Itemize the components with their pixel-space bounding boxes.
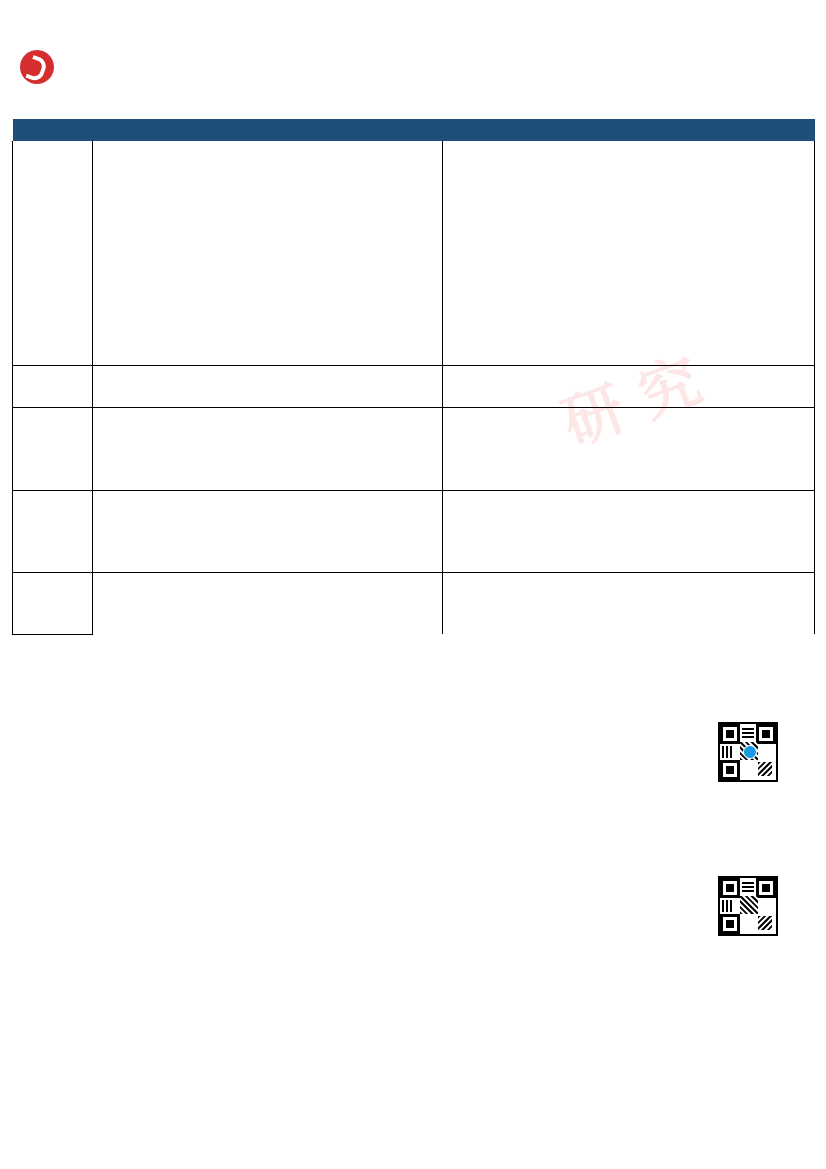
change-value — [377, 243, 443, 263]
category-label — [13, 573, 93, 635]
report-header — [0, 0, 826, 118]
change-value-2 — [743, 325, 815, 345]
indicator-name-2 — [443, 304, 635, 324]
change-value-2 — [743, 387, 815, 408]
indicator-name — [93, 387, 305, 408]
table-row — [13, 552, 815, 573]
indicator-name — [93, 408, 305, 429]
indicator-name — [93, 614, 305, 634]
table-row — [13, 614, 815, 634]
indicator-name-2 — [443, 284, 635, 304]
table-row — [13, 284, 815, 304]
latest-value — [305, 284, 377, 304]
indicator-name-2 — [443, 408, 635, 429]
change-value — [377, 202, 443, 222]
change-value — [377, 614, 443, 634]
change-value-2 — [743, 594, 815, 614]
change-value — [377, 408, 443, 429]
change-value — [377, 345, 443, 366]
indicator-name — [93, 573, 305, 594]
change-value — [377, 182, 443, 202]
change-value-2 — [743, 304, 815, 324]
latest-value-2 — [635, 202, 743, 222]
indicator-name — [93, 366, 305, 387]
indicator-name-2 — [443, 469, 635, 490]
indicator-name-2 — [443, 182, 635, 202]
change-value-2 — [743, 141, 815, 161]
indicator-name — [93, 428, 305, 448]
latest-value-2 — [635, 243, 743, 263]
change-value-2 — [743, 345, 815, 366]
indicator-name — [93, 243, 305, 263]
table-row — [13, 490, 815, 511]
indicator-name — [93, 182, 305, 202]
indicator-name-2 — [443, 531, 635, 551]
indicator-name-2 — [443, 614, 635, 634]
col-header-indicator — [93, 119, 305, 141]
table-row — [13, 408, 815, 429]
qr-code-follow[interactable] — [718, 876, 778, 936]
indicator-name-2 — [443, 161, 635, 181]
change-value — [377, 490, 443, 511]
change-value-2 — [743, 531, 815, 551]
indicator-name — [93, 202, 305, 222]
indicator-name — [93, 161, 305, 181]
indicator-name-2 — [443, 573, 635, 594]
change-value — [377, 552, 443, 573]
change-value — [377, 387, 443, 408]
change-value-2 — [743, 469, 815, 490]
latest-value-2 — [635, 284, 743, 304]
table-header-row — [13, 119, 815, 141]
change-value — [377, 223, 443, 243]
latest-value-2 — [635, 304, 743, 324]
indicator-name-2 — [443, 449, 635, 469]
latest-value — [305, 366, 377, 387]
change-value — [377, 304, 443, 324]
latest-value — [305, 263, 377, 283]
indicator-name-2 — [443, 366, 635, 387]
latest-value — [305, 594, 377, 614]
change-value — [377, 161, 443, 181]
indicator-name — [93, 325, 305, 345]
latest-value-2 — [635, 182, 743, 202]
change-value-2 — [743, 614, 815, 634]
col-header-latest — [305, 119, 377, 141]
latest-value-2 — [635, 552, 743, 573]
change-value — [377, 573, 443, 594]
change-value — [377, 594, 443, 614]
data-table — [12, 119, 815, 635]
indicator-name — [93, 594, 305, 614]
change-value — [377, 511, 443, 531]
latest-value — [305, 161, 377, 181]
indicator-name — [93, 449, 305, 469]
change-value — [377, 263, 443, 283]
table-row — [13, 304, 815, 324]
indicator-name — [93, 531, 305, 551]
indicator-name — [93, 345, 305, 366]
indicator-name — [93, 552, 305, 573]
latest-value-2 — [635, 531, 743, 551]
indicator-name-2 — [443, 202, 635, 222]
change-value-2 — [743, 202, 815, 222]
change-value — [377, 531, 443, 551]
table-row — [13, 511, 815, 531]
table-row — [13, 141, 815, 161]
indicator-name-2 — [443, 387, 635, 408]
col-header-change-2 — [743, 119, 815, 141]
latest-value-2 — [635, 345, 743, 366]
latest-value-2 — [635, 511, 743, 531]
latest-value-2 — [635, 366, 743, 387]
indicator-name-2 — [443, 223, 635, 243]
change-value-2 — [743, 223, 815, 243]
table-row — [13, 594, 815, 614]
indicator-name-2 — [443, 511, 635, 531]
table-row — [13, 161, 815, 181]
change-value — [377, 325, 443, 345]
indicator-name-2 — [443, 428, 635, 448]
change-value-2 — [743, 161, 815, 181]
indicator-name-2 — [443, 490, 635, 511]
indicator-name-2 — [443, 243, 635, 263]
category-label — [13, 366, 93, 408]
indicator-name-2 — [443, 594, 635, 614]
change-value — [377, 469, 443, 490]
latest-value-2 — [635, 161, 743, 181]
latest-value — [305, 428, 377, 448]
latest-value — [305, 469, 377, 490]
change-value-2 — [743, 552, 815, 573]
change-value — [377, 449, 443, 469]
change-value-2 — [743, 428, 815, 448]
latest-value — [305, 345, 377, 366]
table-row — [13, 345, 815, 366]
table-row — [13, 366, 815, 387]
latest-value — [305, 182, 377, 202]
latest-value — [305, 223, 377, 243]
logo-mark-icon — [20, 50, 54, 84]
change-value-2 — [743, 263, 815, 283]
indicator-name — [93, 263, 305, 283]
latest-value — [305, 573, 377, 594]
table-row — [13, 202, 815, 222]
table-row — [13, 182, 815, 202]
change-value-2 — [743, 366, 815, 387]
indicator-name — [93, 469, 305, 490]
latest-value — [305, 325, 377, 345]
company-logo — [20, 48, 170, 92]
latest-value — [305, 490, 377, 511]
change-value-2 — [743, 573, 815, 594]
latest-value — [305, 408, 377, 429]
table-row — [13, 449, 815, 469]
latest-value-2 — [635, 428, 743, 448]
latest-value — [305, 387, 377, 408]
latest-value-2 — [635, 614, 743, 634]
category-label — [13, 408, 93, 491]
indicator-name-2 — [443, 552, 635, 573]
col-header-category — [13, 119, 93, 141]
latest-value-2 — [635, 141, 743, 161]
table-row — [13, 223, 815, 243]
latest-value-2 — [635, 223, 743, 243]
change-value — [377, 284, 443, 304]
indicator-name-2 — [443, 325, 635, 345]
table-row — [13, 243, 815, 263]
indicator-name-2 — [443, 345, 635, 366]
latest-value-2 — [635, 449, 743, 469]
table-row — [13, 428, 815, 448]
table-row — [13, 531, 815, 551]
table-row — [13, 469, 815, 490]
indicator-name — [93, 511, 305, 531]
latest-value — [305, 141, 377, 161]
change-value-2 — [743, 490, 815, 511]
latest-value — [305, 449, 377, 469]
indicator-name-2 — [443, 141, 635, 161]
col-header-change — [377, 119, 443, 141]
latest-value — [305, 531, 377, 551]
change-value — [377, 428, 443, 448]
indicator-name — [93, 141, 305, 161]
col-header-latest-2 — [635, 119, 743, 141]
change-value-2 — [743, 408, 815, 429]
latest-value-2 — [635, 573, 743, 594]
indicator-name — [93, 490, 305, 511]
latest-value-2 — [635, 263, 743, 283]
change-value — [377, 366, 443, 387]
latest-value — [305, 511, 377, 531]
latest-value-2 — [635, 594, 743, 614]
latest-value — [305, 243, 377, 263]
qr-code-consult[interactable] — [718, 722, 778, 782]
table-row — [13, 573, 815, 594]
change-value-2 — [743, 243, 815, 263]
latest-value — [305, 614, 377, 634]
latest-value-2 — [635, 469, 743, 490]
change-value-2 — [743, 182, 815, 202]
col-header-indicator-2 — [443, 119, 635, 141]
change-value — [377, 141, 443, 161]
latest-value-2 — [635, 408, 743, 429]
watermark-stamp: 研 究 — [553, 345, 711, 460]
indicator-name-2 — [443, 263, 635, 283]
latest-value-2 — [635, 387, 743, 408]
change-value-2 — [743, 449, 815, 469]
latest-value — [305, 552, 377, 573]
table-row — [13, 387, 815, 408]
latest-value-2 — [635, 325, 743, 345]
indicator-name — [93, 304, 305, 324]
category-label — [13, 141, 93, 366]
indicator-name — [93, 223, 305, 243]
latest-value-2 — [635, 490, 743, 511]
table-row — [13, 263, 815, 283]
table-row — [13, 325, 815, 345]
change-value-2 — [743, 511, 815, 531]
category-label — [13, 490, 93, 573]
latest-value — [305, 304, 377, 324]
change-value-2 — [743, 284, 815, 304]
indicator-name — [93, 284, 305, 304]
latest-value — [305, 202, 377, 222]
